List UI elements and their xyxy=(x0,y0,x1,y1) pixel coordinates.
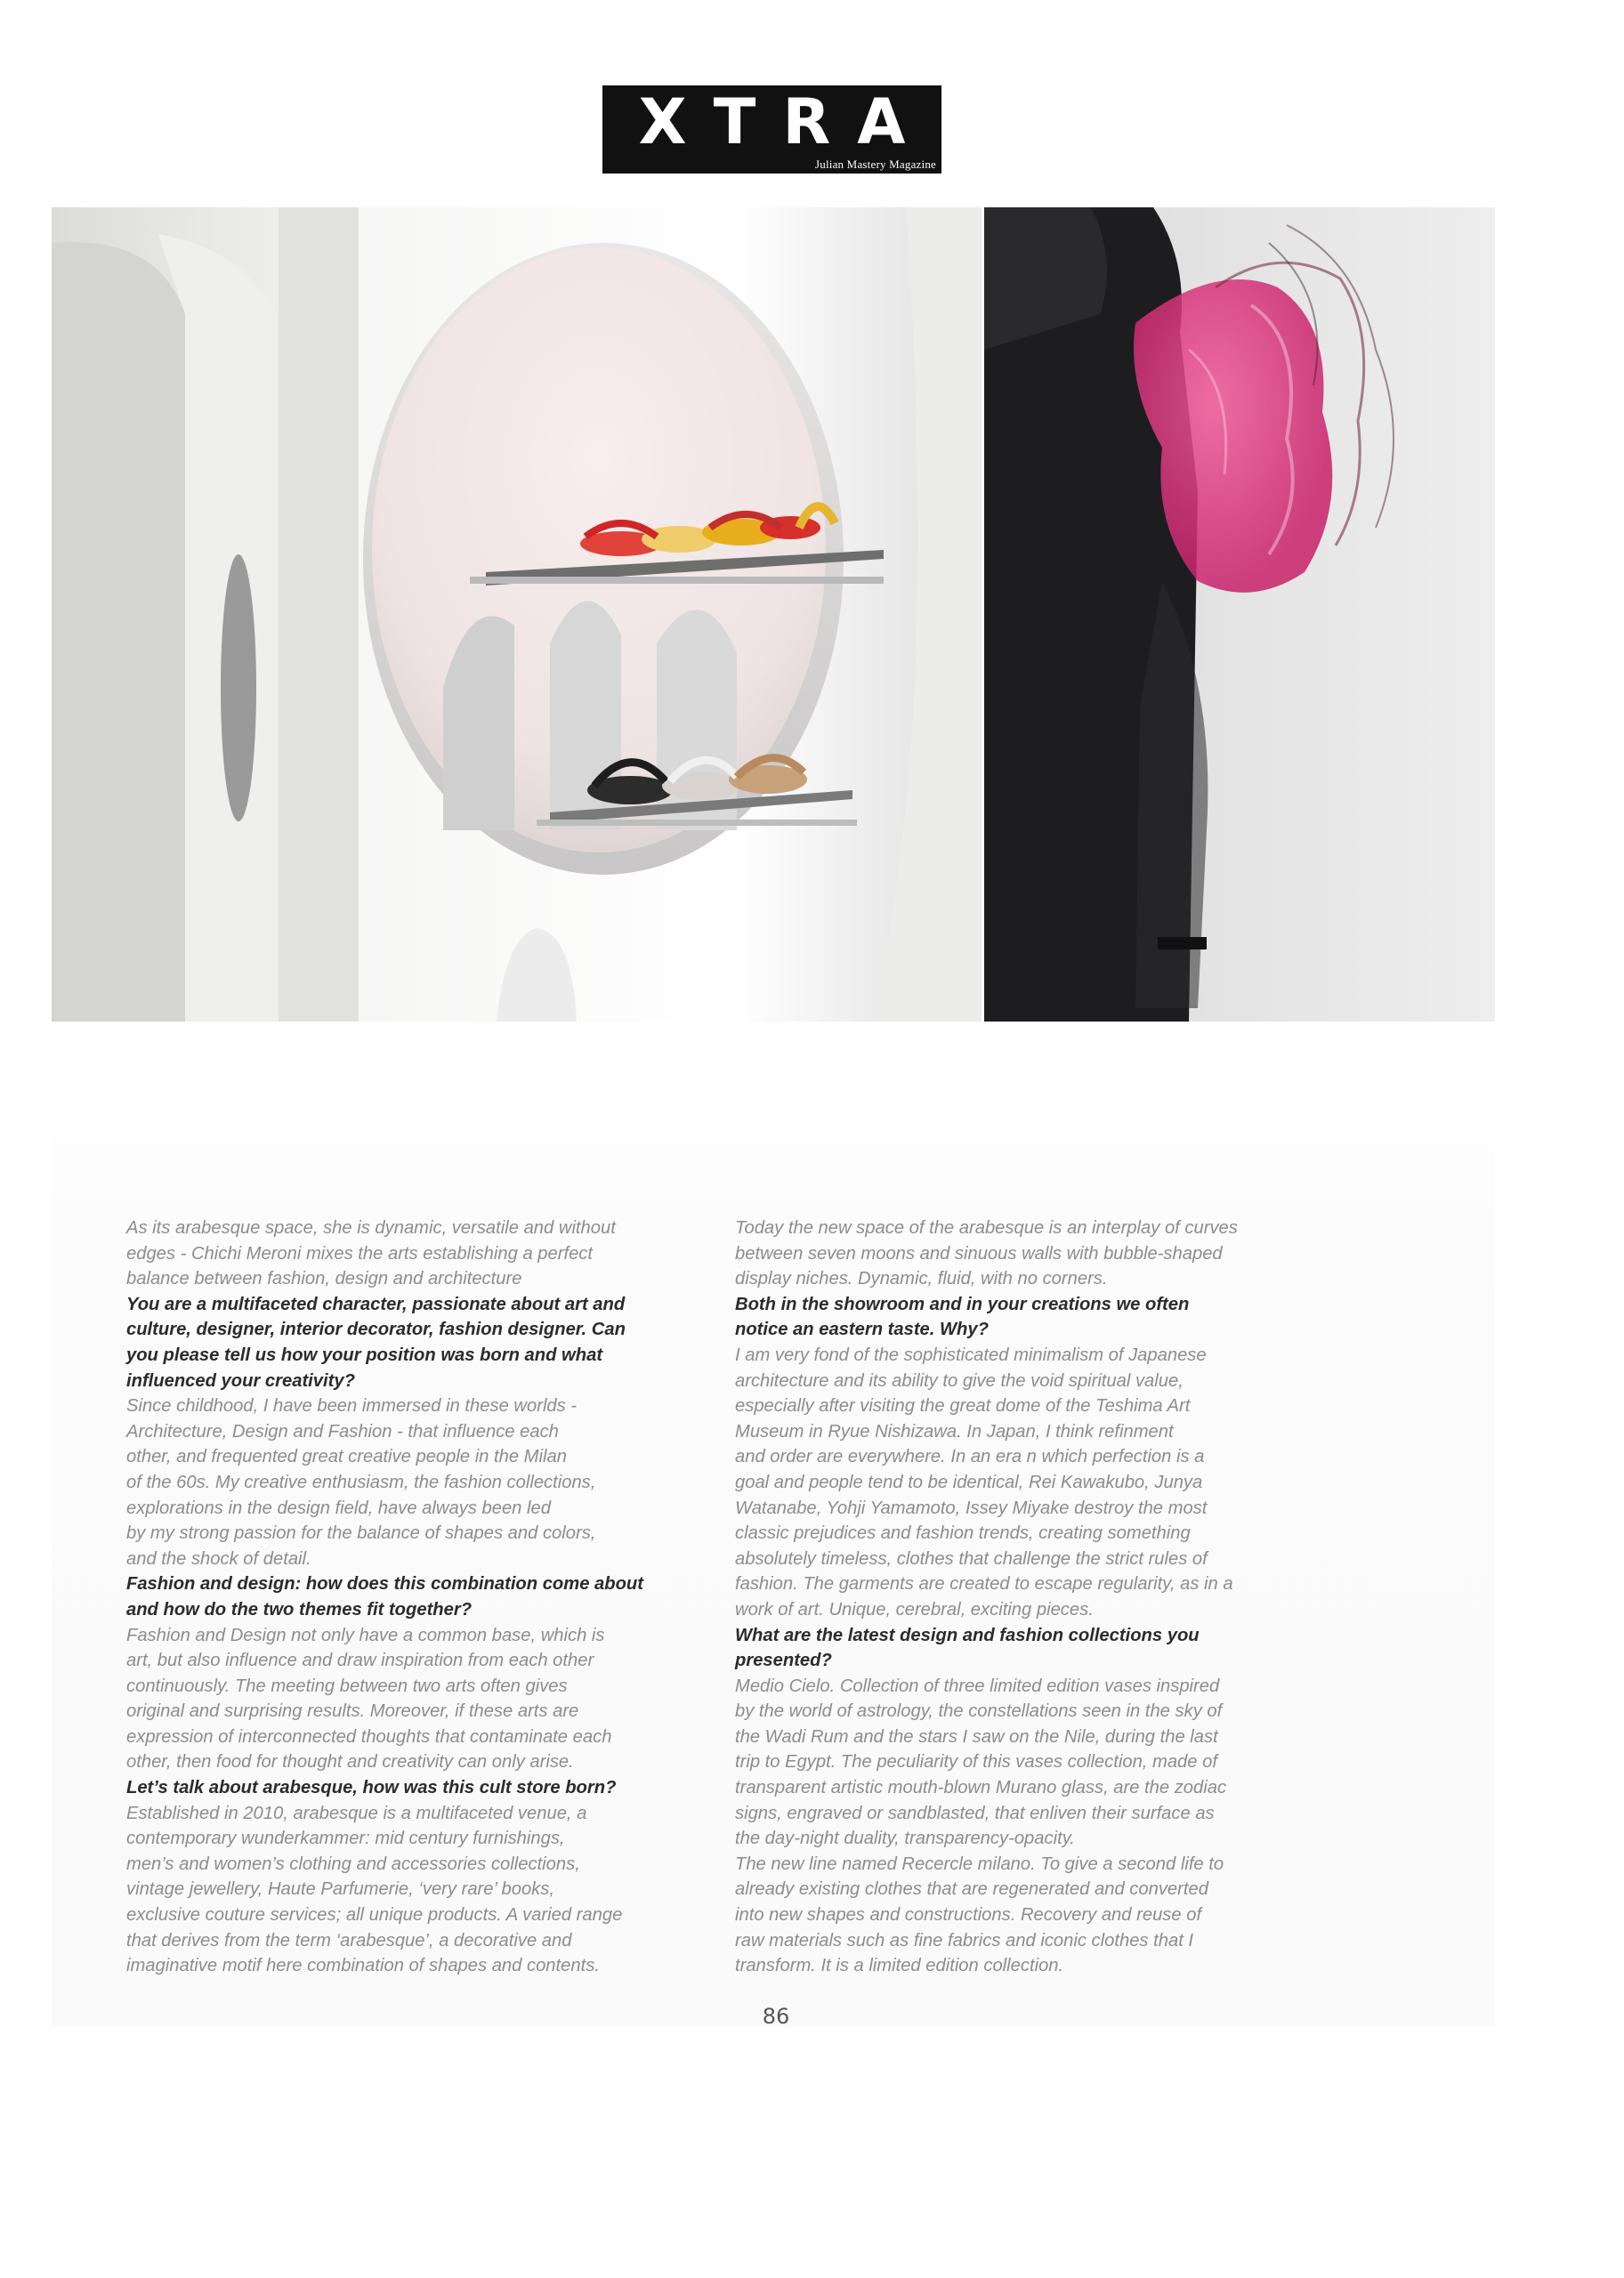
interview-answer: Today the new space of the arabesque is an interplay of curves between seven moons and sinuous walls with bubble-shaped display niches. Dynamic, fluid, with no corners. xyxy=(735,1218,1238,1289)
interview-answer: Since childhood, I have been immersed in these worlds - Architecture, Design and Fashion - that influence each other, and frequented great creative people in the Milan of the 60s. My creative enthusiasm, the fashion collections, explorations in the design field, have always been led by my strong passion for the balance of shapes and colors, and the shock of detail. xyxy=(126,1396,596,1569)
fashion-dress-pink-tulle-photo xyxy=(984,207,1495,1022)
interview-question: Both in the showroom and in your creations we often notice an eastern taste. Why? xyxy=(735,1294,1190,1340)
interview-question: You are a multifaceted character, passionate about art and culture, designer, interior decorator, fashion designer. Can you please tell us how your position was born and what influenced your creativity? xyxy=(126,1294,626,1391)
interview-question: What are the latest design and fashion collections you presented? xyxy=(735,1625,1200,1671)
article-column-right xyxy=(735,1216,1322,1979)
fashion-photo xyxy=(984,207,1495,1022)
interview-answer: Fashion and Design not only have a common base, which is art, but also influence and draw inspiration from each other continuously. The meeting between two arts often gives original and surprising results. Moreover, if these arts are expression of interconnected thoughts that contaminate each other, then food for thought and creativity can only arise. xyxy=(126,1625,612,1773)
article-column-left xyxy=(126,1216,714,1979)
showroom-shoe-niche-photo xyxy=(52,207,982,1022)
logo-subtitle: Julian Mastery Magazine xyxy=(814,158,936,171)
showroom-photo xyxy=(52,207,982,1022)
article-intro: As its arabesque space, she is dynamic, versatile and without edges - Chichi Meroni mixes the arts establishing a perfect balance between fashion, design and architecture xyxy=(126,1218,616,1289)
interview-answer: Established in 2010, arabesque is a multifaceted venue, a contemporary wunderkammer: mid century furnishings, men’s and women’s clothing and accessories collections, vintage jewellery, Haute Parfumerie, ‘very rare’ books, exclusive couture services; all unique products. A varied range that derives from the term ‘arabesque’, a decorative and imaginative motif here combination of shapes and contents. xyxy=(126,1803,623,1976)
interview-question: Fashion and design: how does this combination come about and how do the two themes fit together? xyxy=(126,1574,643,1620)
logo-text: XTRA xyxy=(638,85,933,158)
magazine-logo xyxy=(602,85,941,174)
interview-answer: Medio Cielo. Collection of three limited edition vases inspired by the world of astrology, the constellations seen in the sky of the Wadi Rum and the stars I saw on the Nile, during the last trip to Egypt. The peculiarity of this vases collection, made of transparent artistic mouth-blown Murano glass, are the zodiac signs, engraved or sandblasted, that enliven their surface as the day-night duality, transparency-opacity. The new line named Recercle milano. To give a second life to already existing clothes that are regenerated and converted into new shapes and constructions. Recovery and reuse of raw materials such as fine fabrics and iconic clothes that I transform. It is a limited edition collection. xyxy=(735,1676,1227,1976)
page-number: 86 xyxy=(762,2004,790,2029)
interview-question: Let’s talk about arabesque, how was this cult store born? xyxy=(126,1778,617,1798)
interview-answer: I am very fond of the sophisticated minimalism of Japanese architecture and its ability to give the void spiritual value, especially after visiting the great dome of the Teshima Art Museum in Ryue Nishizawa. In Japan, I think refinment and order are everywhere. In an era n which perfection is a goal and people tend to be identical, Rei Kawakubo, Junya Watanabe, Yohji Yamamoto, Issey Miyake destroy the most classic prejudices and fashion trends, creating something absolutely timeless, clothes that challenge the strict rules of fashion. The garments are created to escape regularity, as in a work of art. Unique, cerebral, exciting pieces. xyxy=(735,1345,1233,1620)
